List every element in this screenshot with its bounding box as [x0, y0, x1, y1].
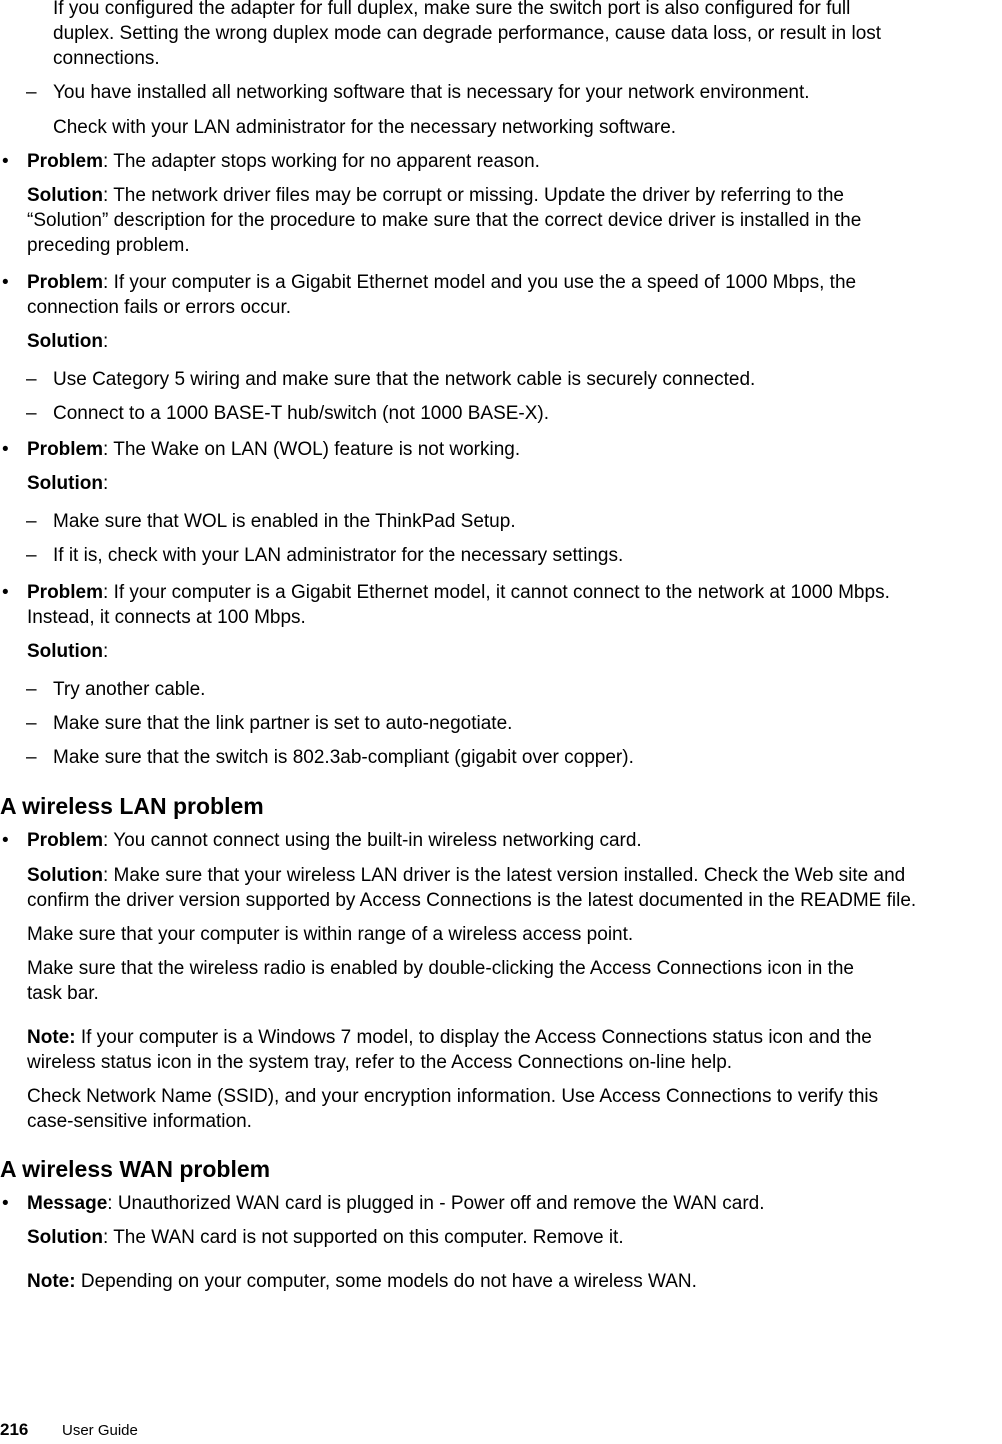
text-line: Make sure that the wireless radio is enabled by double-clicking the Access Connections icon in the	[27, 958, 854, 979]
problem-line	[27, 149, 540, 175]
dash-marker: –	[26, 713, 37, 734]
dash-marker: –	[26, 511, 37, 532]
solution-text: : The WAN card is not supported on this computer. Remove it.	[102, 1227, 624, 1248]
problem-label: Problem	[27, 151, 104, 172]
note-text: If your computer is a Windows 7 model, to display the Access Connections status icon and the	[75, 1027, 872, 1048]
bullet-marker: •	[2, 830, 9, 851]
text-line: wireless status icon in the system tray, refer to the Access Connections on-line help.	[27, 1052, 733, 1073]
problem-label: Problem	[27, 272, 104, 293]
message-line	[27, 1191, 765, 1217]
solution-line	[27, 639, 108, 665]
dash-marker: –	[26, 369, 37, 390]
text-line: Make sure that your computer is within range of a wireless access point.	[27, 924, 634, 945]
bullet-marker: •	[2, 439, 9, 460]
footer-title: User Guide	[62, 1422, 138, 1439]
text-line: preceding problem.	[27, 235, 190, 256]
problem-text: : If your computer is a Gigabit Ethernet model, it cannot connect to the network at 1000 Mbps.	[103, 582, 890, 603]
note-label: Note:	[27, 1271, 76, 1292]
solution-text: :	[102, 473, 109, 494]
problem-label: Problem	[27, 439, 104, 460]
text-line: Make sure that the link partner is set to auto-negotiate.	[53, 713, 513, 734]
note-text: Depending on your computer, some models do not have a wireless WAN.	[75, 1271, 697, 1292]
bullet-marker: •	[2, 582, 9, 603]
text-line: You have installed all networking software that is necessary for your network environment.	[53, 82, 810, 103]
solution-text: :	[102, 331, 109, 352]
problem-label: Problem	[27, 582, 104, 603]
text-line: confirm the driver version supported by Access Connections is the latest documented in the README file.	[27, 890, 917, 911]
text-line: Connect to a 1000 BASE-T hub/switch (not 1000 BASE-X).	[53, 403, 550, 424]
solution-line	[27, 329, 108, 355]
text-line: Check Network Name (SSID), and your encryption information. Use Access Connections to verify this	[27, 1086, 879, 1107]
solution-label: Solution	[27, 473, 103, 494]
text-line: Make sure that WOL is enabled in the ThinkPad Setup.	[53, 511, 516, 532]
solution-text: :	[102, 641, 109, 662]
section-heading-wireless-lan: A wireless LAN problem	[0, 793, 264, 819]
text-line: If it is, check with your LAN administrator for the necessary settings.	[53, 545, 624, 566]
solution-line	[27, 863, 905, 889]
text-line: If you configured the adapter for full duplex, make sure the switch port is also configured for full	[53, 0, 851, 19]
note-line	[27, 1269, 697, 1295]
bullet-marker: •	[2, 1193, 9, 1214]
bullet-marker: •	[2, 272, 9, 293]
text-line: Check with your LAN administrator for the necessary networking software.	[53, 117, 677, 138]
solution-label: Solution	[27, 865, 103, 886]
text-line: Instead, it connects at 100 Mbps.	[27, 607, 306, 628]
note-label: Note:	[27, 1027, 76, 1048]
dash-marker: –	[26, 545, 37, 566]
bullet-marker: •	[2, 151, 9, 172]
problem-text: : The Wake on LAN (WOL) feature is not working.	[103, 439, 521, 460]
solution-label: Solution	[27, 185, 103, 206]
solution-label: Solution	[27, 1227, 103, 1248]
dash-marker: –	[26, 403, 37, 424]
note-line	[27, 1025, 872, 1051]
problem-text: : If your computer is a Gigabit Ethernet model and you use the a speed of 1000 Mbps, the	[103, 272, 857, 293]
problem-line	[27, 270, 856, 296]
problem-line	[27, 828, 642, 854]
message-text: : Unauthorized WAN card is plugged in - Power off and remove the WAN card.	[107, 1193, 765, 1214]
page-number: 216	[0, 1420, 29, 1439]
solution-text: : Make sure that your wireless LAN driver is the latest version installed. Check the Web site and	[102, 865, 906, 886]
solution-label: Solution	[27, 641, 103, 662]
solution-label: Solution	[27, 331, 103, 352]
section-heading-wireless-wan: A wireless WAN problem	[0, 1156, 271, 1182]
text-line: connections.	[53, 48, 160, 69]
problem-label: Problem	[27, 830, 104, 851]
problem-text: : The adapter stops working for no apparent reason.	[103, 151, 540, 172]
solution-line	[27, 471, 108, 497]
solution-line	[27, 1225, 624, 1251]
dash-marker: –	[26, 747, 37, 768]
text-line: Make sure that the switch is 802.3ab-compliant (gigabit over copper).	[53, 747, 634, 768]
problem-line	[27, 580, 890, 606]
text-line: Try another cable.	[53, 679, 206, 700]
text-line: duplex. Setting the wrong duplex mode can degrade performance, cause data loss, or result in lost	[53, 23, 882, 44]
text-line: case-sensitive information.	[27, 1111, 252, 1132]
problem-line	[27, 437, 520, 463]
solution-line	[27, 183, 844, 209]
text-line: task bar.	[27, 983, 99, 1004]
text-line: “Solution” description for the procedure to make sure that the correct device driver is installed in the	[27, 210, 862, 231]
text-line: connection fails or errors occur.	[27, 297, 292, 318]
message-label: Message	[27, 1193, 108, 1214]
text-line: Use Category 5 wiring and make sure that the network cable is securely connected.	[53, 369, 756, 390]
dash-marker: –	[26, 679, 37, 700]
problem-text: : You cannot connect using the built-in wireless networking card.	[103, 830, 642, 851]
solution-text: : The network driver files may be corrupt or missing. Update the driver by referring to the	[102, 185, 844, 206]
dash-marker: –	[26, 82, 37, 103]
